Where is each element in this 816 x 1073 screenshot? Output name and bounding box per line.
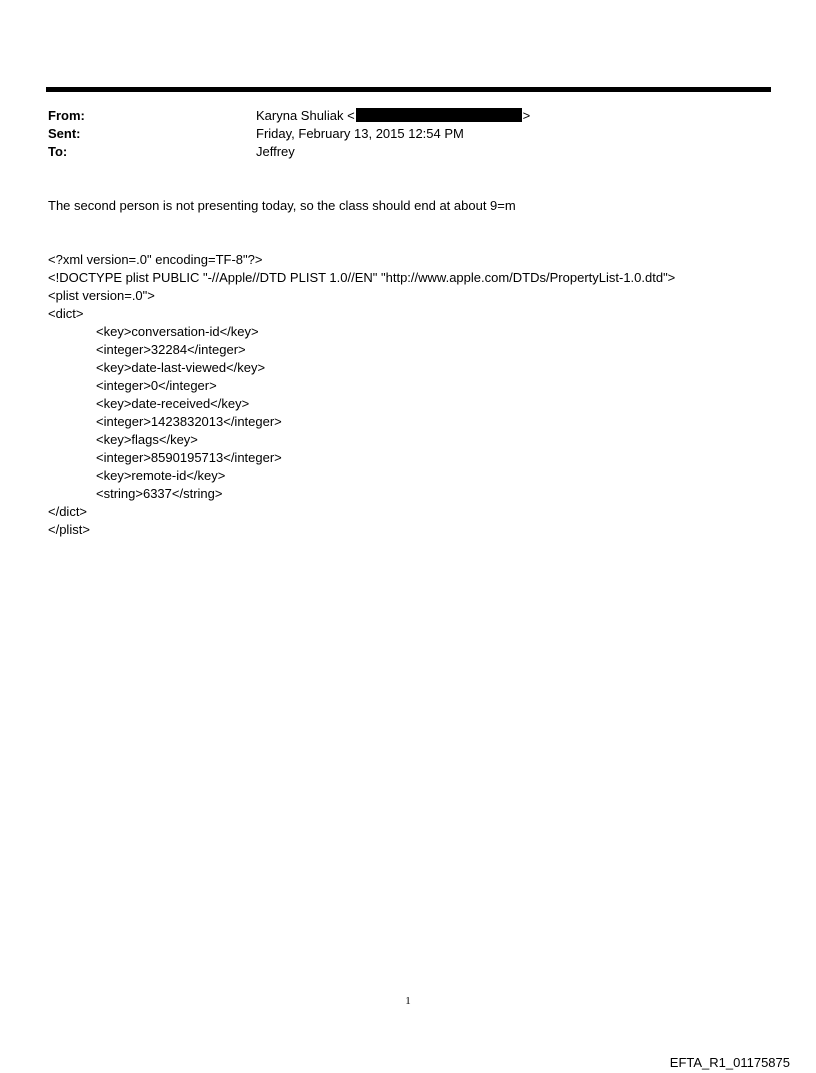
from-label: From: xyxy=(48,108,85,123)
code-line: <string>6337</string> xyxy=(96,486,223,501)
sender-name: Karyna Shuliak xyxy=(256,108,344,123)
code-line: <?xml version=.0" encoding=TF-8"?> xyxy=(48,252,263,267)
sent-label: Sent: xyxy=(48,126,81,141)
sender-email-close: > xyxy=(522,108,531,123)
sent-value: Friday, February 13, 2015 12:54 PM xyxy=(256,126,464,141)
code-line: <key>flags</key> xyxy=(96,432,198,447)
code-line: <key>remote-id</key> xyxy=(96,468,226,483)
plist-code-block xyxy=(48,251,675,539)
code-line: </dict> xyxy=(48,504,88,519)
code-line: <!DOCTYPE plist PUBLIC "-//Apple//DTD PLIST 1.0//EN" "http://www.apple.com/DTDs/PropertyList-1.0.dtd"> xyxy=(48,270,676,285)
page-number: 1 xyxy=(405,995,411,1007)
code-line: <key>conversation-id</key> xyxy=(96,324,259,339)
sent-row xyxy=(48,125,748,143)
code-line: <plist version=.0"> xyxy=(48,288,155,303)
from-value xyxy=(256,107,748,125)
code-line: <integer>1423832013</integer> xyxy=(96,414,282,429)
sender-email-open: < xyxy=(347,108,355,123)
to-row xyxy=(48,143,748,161)
document-id: EFTA_R1_01175875 xyxy=(669,1055,790,1070)
code-line: <integer>32284</integer> xyxy=(96,342,246,357)
code-line: </plist> xyxy=(48,522,90,537)
code-line: <dict> xyxy=(48,306,84,321)
to-value: Jeffrey xyxy=(256,144,295,159)
redaction-bar xyxy=(356,108,522,122)
from-row xyxy=(48,107,748,125)
top-divider xyxy=(46,87,771,92)
code-line: <key>date-received</key> xyxy=(96,396,250,411)
code-line: <integer>0</integer> xyxy=(96,378,217,393)
message-body: The second person is not presenting today, so the class should end at about 9=m xyxy=(48,198,516,213)
email-header xyxy=(48,107,748,161)
code-line: <key>date-last-viewed</key> xyxy=(96,360,266,375)
code-line: <integer>8590195713</integer> xyxy=(96,450,282,465)
to-label: To: xyxy=(48,144,68,159)
